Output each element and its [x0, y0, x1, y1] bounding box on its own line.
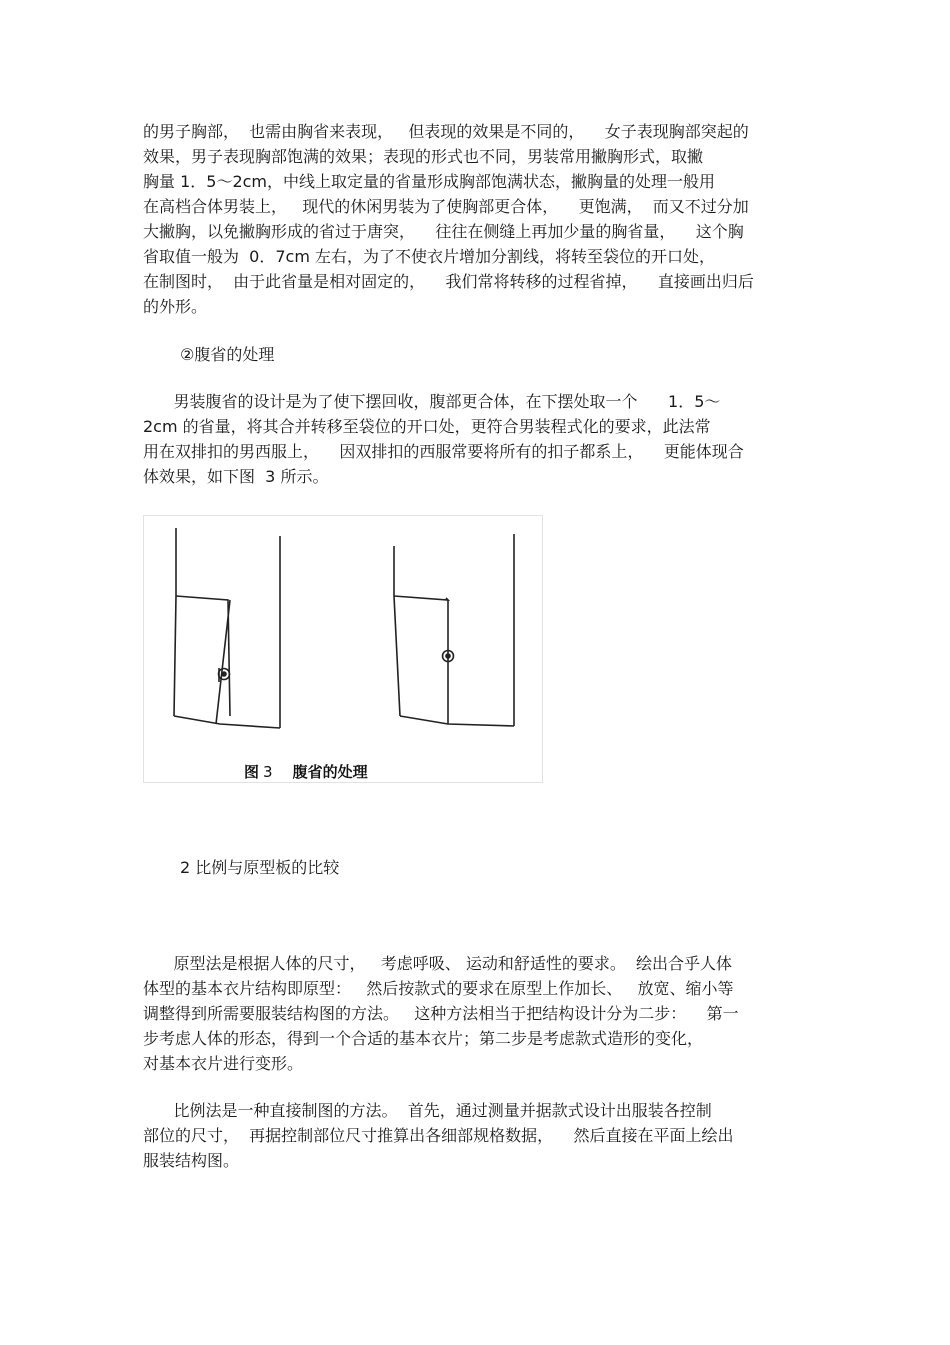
belly-dart-diagram [144, 516, 542, 782]
text-line: 步考虑人体的形态，得到一个合适的基本衣片；第二步是考虑款式造形的变化， [143, 1029, 704, 1048]
right-piece-hem [400, 716, 514, 726]
caption-number: 3 [263, 763, 273, 781]
left-piece-front-edge [174, 596, 176, 716]
text-line: 省取值一般为 0．7cm 左右，为了不使衣片增加分割线，将转至袋位的开口处， [143, 247, 716, 266]
text-line: 男装腹省的设计是为了使下摆回收，腹部更合体，在下摆处取一个 1．5～ [143, 392, 721, 411]
text-line: 的男子胸部， 也需由胸省来表现， 但表现的效果是不同的， 女子表现胸部突起的 [143, 122, 749, 141]
caption-label: 图 [244, 763, 260, 781]
right-button-center [446, 654, 450, 658]
left-pattern-piece [174, 528, 280, 728]
text-line: 服装结构图。 [143, 1151, 240, 1170]
text-line: 的外形。 [143, 297, 208, 316]
figure-3 [143, 515, 543, 783]
text-line: 对基本衣片进行变形。 [143, 1054, 304, 1073]
right-piece-pocket-top [394, 596, 448, 600]
right-piece-front-edge [394, 596, 400, 716]
caption-text: 腹省的处理 [292, 763, 368, 781]
text-line: 比例法是一种直接制图的方法。 首先，通过测量并据款式设计出服装各控制 [143, 1101, 712, 1120]
right-pattern-piece [394, 534, 514, 726]
left-button-center [222, 672, 226, 676]
figure-caption [244, 761, 368, 782]
text-line: 部位的尺寸， 再据控制部位尺寸推算出各细部规格数据， 然后直接在平面上绘出 [143, 1126, 734, 1145]
text-line: 2cm 的省量，将其合并转移至袋位的开口处，更符合男装程式化的要求，此法常 [143, 417, 711, 436]
text-line: 在高档合体男装上， 现代的休闲男装为了使胸部更合体， 更饱满， 而又不过分加 [143, 197, 749, 216]
left-piece-dart-leg [216, 600, 230, 724]
subheading-belly-dart: ②腹省的处理 [180, 345, 275, 364]
text-line: 原型法是根据人体的尺寸， 考虑呼吸、 运动和舒适性的要求。 绘出合乎人体 [143, 954, 733, 973]
left-piece-pocket-outline [176, 596, 230, 716]
text-line: 体型的基本衣片结构即原型： 然后按款式的要求在原型上作加长、 放宽、缩小等 [143, 979, 734, 998]
text-line: 体效果，如下图 3 所示。 [143, 467, 329, 486]
text-line: 在制图时， 由于此省量是相对固定的， 我们常将转移的过程省掉， 直接画出归后 [143, 272, 754, 291]
text-line: 大撇胸，以免撇胸形成的省过于唐突， 往往在侧缝上再加少量的胸省量， 这个胸 [143, 222, 744, 241]
text-line: 调整得到所需要服装结构图的方法。 这种方法相当于把结构设计分为二步： 第一 [143, 1004, 739, 1023]
section-heading: 2 比例与原型板的比较 [180, 858, 340, 877]
text-line: 效果，男子表现胸部饱满的效果；表现的形式也不同，男装常用撇胸形式，取撇 [143, 147, 704, 166]
text-line: 用在双排扣的男西服上， 因双排扣的西服常要将所有的扣子都系上， 更能体现合 [143, 442, 744, 461]
text-line: 胸量 1．5～2cm，中线上取定量的省量形成胸部饱满状态，撇胸量的处理一般用 [143, 172, 716, 191]
left-piece-hem [174, 716, 280, 728]
